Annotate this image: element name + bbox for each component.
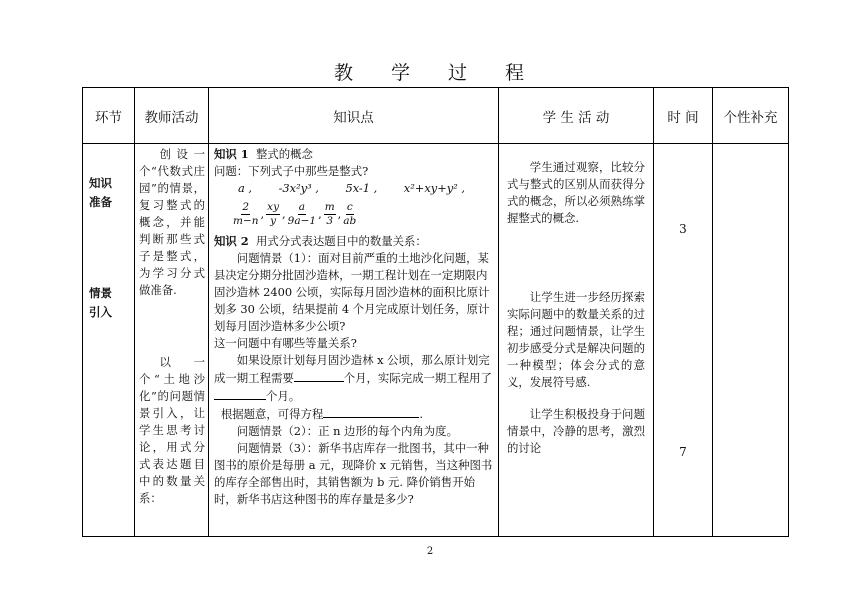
time-cell [654,144,713,537]
header-supplement: 个性补充 [713,88,789,144]
title-char: 过 [448,62,470,84]
scenario-1-answer: 如果设原计划每月固沙造林 x 公顷，那么原计划完成一期工程需要 个月，实际完成一期工程用了个月。 [214,353,492,403]
fraction: $\frac{c}{ab}$ [343,200,357,227]
formula: -3x²y³ , [278,181,319,195]
student-cell [499,144,654,537]
formula-list [214,180,495,197]
header-student: 学 生 活 动 [499,88,654,144]
knowledge-label: 知识 1 [214,147,249,161]
header-teacher: 教师活动 [135,88,209,144]
knowledge-title: 用式分式表达题目中的数量关系： [255,234,427,248]
fraction: $\frac{xy}{y}$ [267,200,280,227]
title-char: 程 [505,62,527,84]
knowledge-title: 整式的概念 [255,147,313,161]
knowledge-question: 问题：下列式子中那些是整式? [214,164,369,178]
title-char: 学 [390,62,412,84]
header-stage: 环节 [83,88,135,144]
formula: a , [238,181,253,195]
time-value: 3 [679,222,687,236]
scenario-3: 问题情景（3）：新华书店库存一批图书，其中一种图书的原价是每册 a 元，现降价 x 元销售，当这种图书的库存全部售出时，其销售额为 b 元. 降价销售开始时，新华书店这种图书的库存量是多少? [214,441,493,506]
formula: 5x-1 , [345,181,378,195]
lesson-table [82,87,789,537]
page-title [0,58,860,85]
header-knowledge: 知识点 [209,88,499,144]
page-number: 2 [426,546,434,557]
student-paragraph: 让学生积极投身于问题情景中，冷静的思考，激烈的讨论 [507,407,645,455]
scenario-2: 问题情景（2）：正 n 边形的每个内角为度。 [236,424,458,438]
student-paragraph: 学生通过观察，比较分式与整式的区别从而获得分式的概念，所以必须熟练掌握整式的概念. [507,160,645,225]
teacher-paragraph: 创设一个“代数式庄园”的情景，复习整式的概念，并能判断那些式子是整式，为学习分式做准备. [139,147,205,297]
scenario-1-equation: 根据题意，可得方程 . [220,407,423,421]
content-row [83,144,789,537]
fraction: $\frac{2}{m-n}$ [233,200,259,227]
formula: x²+xy+y² , [403,181,465,195]
teacher-cell [135,144,209,537]
header-time: 时 间 [654,88,713,144]
teacher-paragraph: 以一个“土地沙化”的问题情景引入，让学生思考讨论，用式分式表达题目中的数量关系： [139,355,205,505]
title-char: 教 [333,62,355,84]
fraction: $\frac{a}{9a-1}$ [287,200,317,227]
time-value: 7 [679,445,687,459]
knowledge-label: 知识 2 [214,234,249,248]
supplement-cell [713,144,789,537]
fraction-list: $\frac{2}{m-n}$ , $\frac{xy}{y}$ , $\frac{a}{9a-1}$ , $\frac{m}{3}$ , $\frac{c}{ab}$ [233,200,357,227]
scenario-1-question: 这一问题中有哪些等量关系? [214,336,357,350]
knowledge-cell [209,144,499,537]
scenario-1: 问题情景（1）：面对目前严重的土地沙化问题，某县决定分期分批固沙造林，一期工程计划在一定期限内固沙造林 2400 公顷，实际每月固沙造林的面积比原计划多 30 公顷，结果提前 4 个月完成原计划任务，原计划每月固沙造林多少公顷? [214,251,490,333]
stage-label: 情景引入 [89,286,112,319]
fraction: $\frac{m}{3}$ [324,200,335,227]
stage-cell [83,144,135,537]
student-paragraph: 让学生进一步经历探索实际问题中的数量关系的过程；通过问题情景，让学生初步感受分式是解决问题的一种模型；体会分式的意义，发展符号感. [507,290,645,389]
stage-label: 知识准备 [89,176,112,209]
header-row [83,88,789,144]
